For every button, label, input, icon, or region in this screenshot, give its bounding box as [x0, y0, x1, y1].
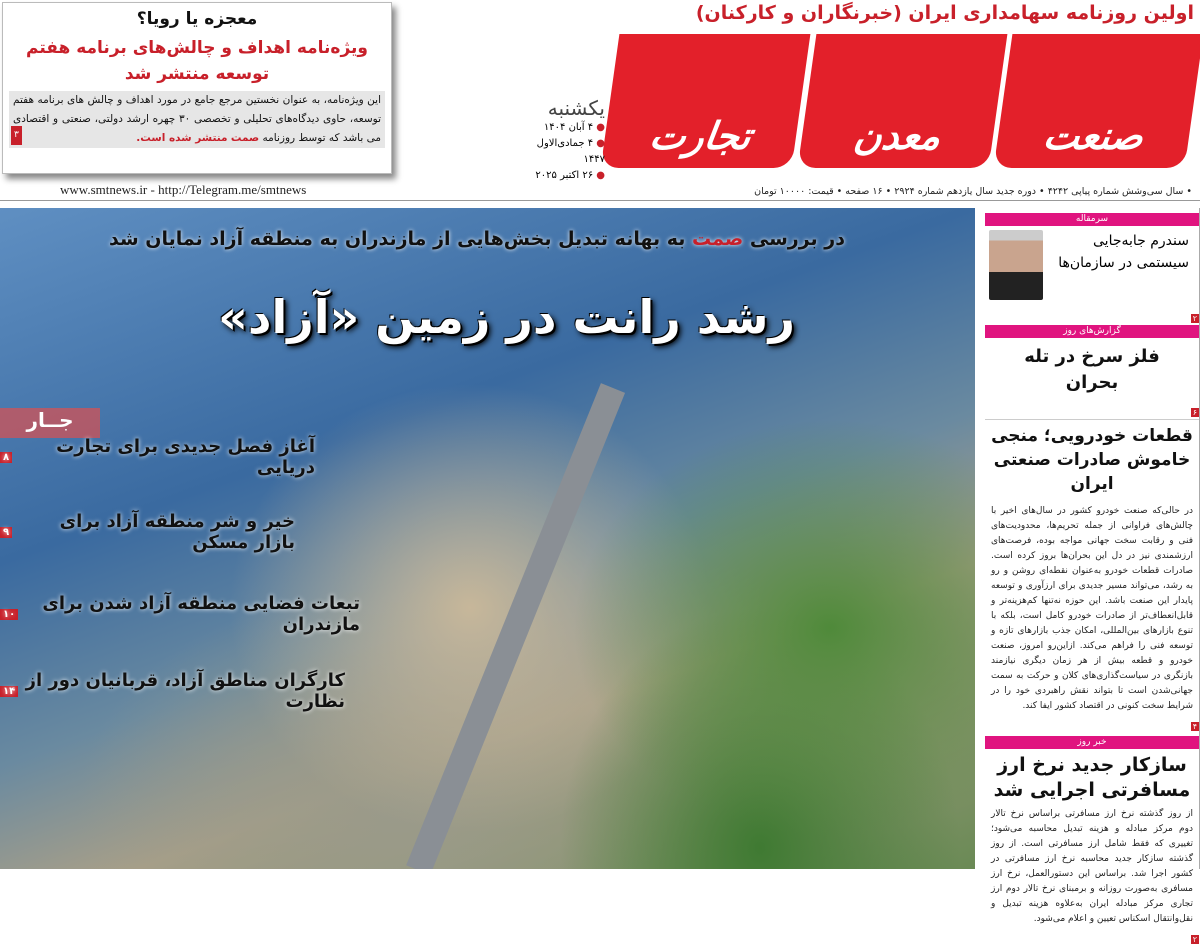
promo-title: ویژه‌نامه اهداف و چالش‌های برنامه هفتم توسعه منتشر شد: [26, 38, 368, 84]
section-band: سرمقاله: [985, 213, 1199, 226]
masthead-logo: [610, 34, 1194, 168]
website-links[interactable]: www.smtnews.ir - http://Telegram.me/smtnews: [60, 182, 307, 197]
sidebar-column: [985, 208, 1200, 944]
date-gregorian: ۲۶ اکتبر ۲۰۲۵: [535, 170, 594, 181]
promo-box: [2, 2, 392, 174]
logo-word: صنعت: [994, 34, 1200, 168]
promo-body: [9, 91, 385, 148]
editorial-title: سندرم جابه‌جایی سیستمی در سازمان‌ها: [1058, 233, 1189, 271]
promo-kicker: معجزه یا رویا؟: [136, 9, 258, 29]
page-ref: ۶: [1192, 408, 1197, 417]
logo-word: تجارت: [601, 34, 811, 168]
section-band: گزارش‌های روز: [985, 325, 1199, 338]
issue-dates: یکشنبه ● ۴ آبان ۱۴۰۴ ● ۴ جمادی‌الاول ۱۴۴۷ ● ۲۶ اکتبر ۲۰۲۵: [515, 100, 605, 184]
main-headline[interactable]: رشد رانت در زمین «آزاد»: [218, 290, 795, 344]
promo-body-end: منتشر شده است.: [136, 132, 228, 144]
news-body: از روز گذشته نرخ ارز مسافرتی براساس نرخ تالار دوم مرکز مبادله و هزینه تبدیل محاسبه می‌شود؛ تغییری که فقط شامل ارز مسافرتی است. از روز گذشته سازکار جدید محاسبه نرخ ارز مسافرتی در کشور اجرا شد. براساس این دستورالعمل، نرخ ارز مسافری به‌صورت روزانه و برمبنای نرخ تالار دوم ارز تجاری مرکز مبادله ایران به‌علاوه هزینه تبدیل و نقل‌وانتقال اسکناس تعیین و اعلام می‌شود.: [991, 809, 1193, 924]
date-solar: ۴ آبان ۱۴۰۴: [543, 122, 594, 133]
report-body: در حالی‌که صنعت خودرو کشور در سال‌های اخیر با چالش‌های فراوانی از جمله تحریم‌ها، محدودیت‌های فنی و رقابت سخت جهانی مواجه بوده، فرصت‌های ارزشمندی نیز در دل این بحران‌ها بروز کرده است. صادرات قطعات خودرو به‌عنوان نقطه‌ای روشن و رو به رشد، می‌تواند مسیر جدیدی برای ارزآوری و توسعه پایدار این صنعت باشد. این حوزه نه‌تنها کم‌هزینه‌تر و قابل‌انعطاف‌تر از صادرات خودرو کامل است، بلکه با تنوع بازارهای بین‌المللی، امکان جذب بازارهای تازه و توسعه فنی را فراهم می‌کند. ازاین‌رو امروز، صنعت خودرو و قطعه بیش از هر زمان دیگری نیازمند بازنگری در سیاست‌گذاری‌های کلان و حرکت به سمت جهانی‌شدن است تا بتواند نقش راهبردی خود را در شرایط سخت کنونی در اقتصاد کشور ایفا کند.: [991, 506, 1193, 711]
cover-photo: [0, 208, 975, 869]
page-ref: ۴: [1192, 722, 1197, 731]
page-ref: ۲: [1192, 935, 1197, 944]
sub-headline[interactable]: کارگران مناطق آزاد، قربانیان دور از نظارت ۱۴: [0, 670, 345, 712]
news-title[interactable]: سازکار جدید نرخ ارز مسافرتی اجرایی شد: [993, 754, 1191, 801]
date-lunar: ۴ جمادی‌الاول ۱۴۴۷: [536, 138, 605, 165]
sub-headline[interactable]: تبعات فضایی منطقه آزاد شدن برای مازندران ۱۰: [0, 593, 360, 635]
report-title[interactable]: قطعات خودرویی؛ منجی خاموش صادرات صنعتی ایران: [985, 419, 1199, 500]
sub-headline[interactable]: آغاز فصل جدیدی برای تجارت دریایی ۸: [0, 436, 315, 478]
logo-word: معدن: [797, 34, 1007, 168]
highway-in-photo: [406, 383, 625, 869]
issue-info: • سال سی‌وشش شماره پیاپی ۴۲۴۲ • دوره جدید سال یازدهم شماره ۲۹۲۴ • ۱۶ صفحه • قیمت: ۱۰۰۰۰ تومان: [754, 186, 1192, 197]
weekday: یکشنبه: [547, 96, 605, 120]
brand-mark: صمت: [230, 132, 260, 144]
page-ref: ۲: [1192, 314, 1197, 323]
page-ref: ۸: [0, 452, 12, 463]
editorial[interactable]: [985, 226, 1199, 306]
page-ref: ۹: [0, 527, 12, 538]
page-ref: ۱۴: [0, 686, 18, 697]
divider: [0, 200, 1200, 201]
report-title[interactable]: فلز سرخ در تله بحران: [1024, 346, 1160, 393]
promo-body-text: این ویژه‌نامه، به عنوان نخستین مرجع جامع در مورد اهداف و چالش های برنامه هفتم توسعه، حاوی دیدگاه‌های تحلیلی و تخصصی ۳۰ چهره ارشد دولتی، صنعتی و اقتصادی می باشد که توسط روزنامه: [13, 94, 381, 144]
section-badge: جــار: [0, 408, 100, 438]
section-band: خبر روز: [985, 736, 1199, 749]
headline-kicker: در بررسی صمت به بهانه تبدیل بخش‌هایی از مازندران به منطقه آزاد نمایان شد: [109, 228, 845, 250]
author-photo: [989, 230, 1043, 300]
tagline: اولین روزنامه سهامداری ایران (خبرنگاران و کارکنان): [695, 2, 1194, 24]
sub-headline[interactable]: خیر و شر منطقه آزاد برای بازار مسکن ۹: [0, 511, 295, 553]
page-ref: ۳: [11, 126, 22, 145]
brand-mark: صمت: [692, 228, 744, 250]
page-ref: ۱۰: [0, 609, 18, 620]
